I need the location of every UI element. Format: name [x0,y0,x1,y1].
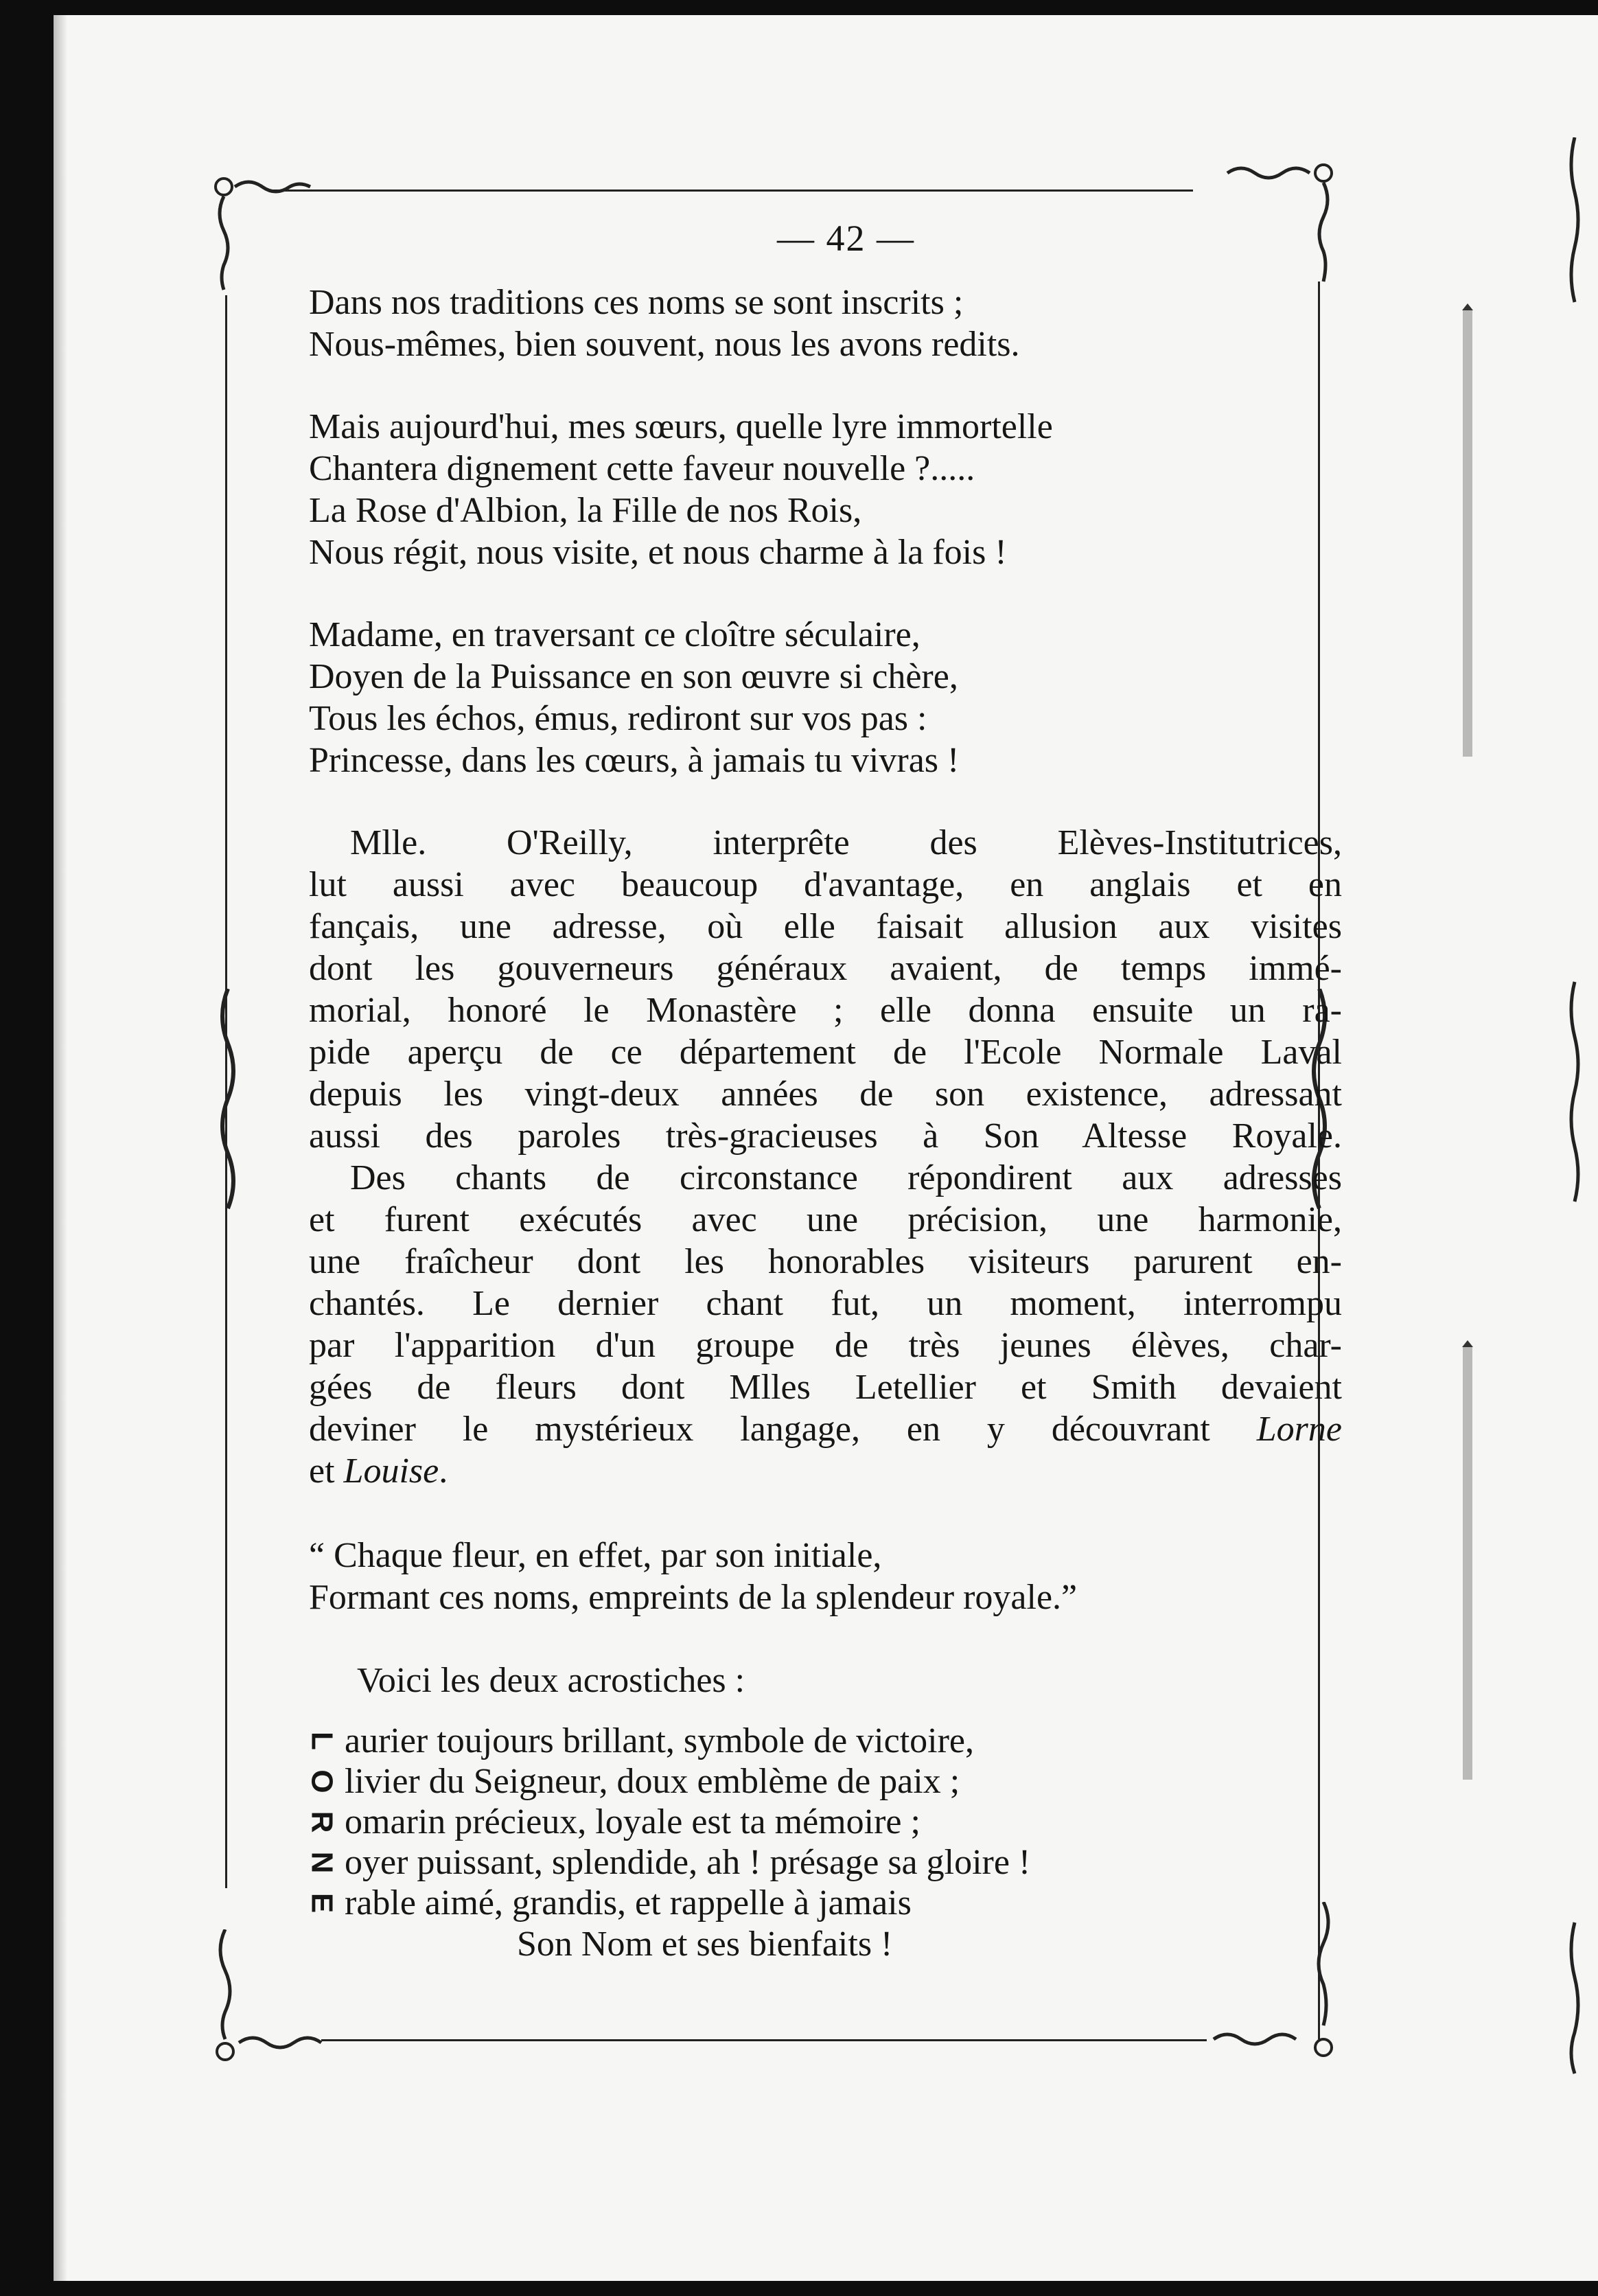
acrostic-letter: E [305,1892,339,1914]
acrostic-text: livier du Seigneur, doux emblème de paix ; [345,1762,960,1801]
quote-line: “ Chaque fleur, en effet, par son initiale, [309,1536,882,1575]
prose-line: pide aperçu de ce département de l'Ecole Normale Laval [309,1033,1342,1072]
acrostic-text: rable aimé, grandis, et rappelle à jamais [345,1883,912,1922]
prose-line: par l'apparition d'un groupe de très jeunes élèves, char- [309,1326,1342,1365]
acrostic-text: oyer puissant, splendide, ah ! présage sa gloire ! [345,1843,1031,1882]
acrostic-closing-line: Son Nom et ses bienfaits ! [517,1925,893,1964]
verse-line: Nous-mêmes, bien souvent, nous les avons redits. [309,325,1020,364]
prose-line: morial, honoré le Monastère ; elle donna ensuite un ra- [309,991,1342,1030]
prose-line: gées de fleurs dont Mlles Letellier et Smith devaient [309,1368,1342,1407]
next-page-border-ornament-icon [1565,137,1598,2197]
acrostic-text: aurier toujours brillant, symbole de victoire, [345,1721,974,1760]
border-bottom-rule [321,2039,1207,2041]
prose-text: deviner le mystérieux langage, en y découvrant [309,1410,1210,1449]
page-number: — 42 — [777,218,915,259]
show-through-mark-icon [1447,303,1488,770]
verse-line: La Rose d'Albion, la Fille de nos Rois, [309,491,862,530]
prose-line: aussi des paroles très-gracieuses à Son Altesse Royale. [309,1116,1342,1156]
verse-line: Nous régit, nous visite, et nous charme à la fois ! [309,533,1007,572]
prose-line: depuis les vingt-deux années de son existence, adressant [309,1075,1342,1114]
verse-line: Mais aujourd'hui, mes sœurs, quelle lyre immortelle [309,407,1053,446]
border-top-rule [273,190,1193,192]
prose-line: et furent exécutés avec une précision, une harmonie, [309,1200,1342,1239]
poem-stanza-3 [309,614,1342,781]
verse-line: Doyen de la Puissance en son œuvre si chère, [309,657,958,696]
acrostic-letter: O [305,1769,339,1793]
top-left-corner-ornament-icon [211,172,314,295]
verse-line: Dans nos traditions ces noms se sont inscrits ; [309,283,964,322]
acrostic-letter: L [305,1732,339,1750]
prose-line: chantés. Le dernier chant fut, un moment, interrompu [309,1284,1342,1323]
prose-text: et [309,1451,335,1491]
poem-stanza-2 [309,406,1342,573]
left-side-ornament-icon [214,989,242,1222]
page-text [305,218,1343,1965]
next-page-edge [1565,137,1598,2197]
acrostic-row [305,1721,1342,1761]
prose-line: Mlle. O'Reilly, interprête des Elèves-Institutrices, [350,823,1342,862]
name-louise: Louise [343,1451,439,1491]
prose-line: lut aussi avec beaucoup d'avantage, en anglais et en [309,865,1342,904]
prose-paragraph-1 [309,822,1342,1157]
verse-line: Princesse, dans les cœurs, à jamais tu vivras ! [309,741,960,780]
prose-paragraph-2 [309,1157,1342,1492]
prose-line: fançais, une adresse, où elle faisait allusion aux visites [309,907,1342,946]
acrostic-lorne [305,1721,1342,1965]
page-binding-shadow [54,15,67,2281]
acrostic-text: omarin précieux, loyale est ta mémoire ; [345,1802,920,1841]
acrostic-letter: R [305,1811,339,1833]
name-lorne: Lorne [1256,1410,1343,1449]
prose-line: Des chants de circonstance répondirent aux adresses [350,1158,1342,1197]
verse-line: Chantera dignement cette faveur nouvelle ?..... [309,449,975,488]
quotation [309,1535,1342,1618]
acrostic-letter: N [305,1851,339,1874]
prose-line [309,1408,1342,1450]
verse-line: Tous les échos, émus, rediront sur vos pas : [309,699,927,738]
prose-text: . [439,1451,448,1491]
prose-line: une fraîcheur dont les honorables visiteurs parurent en- [309,1242,1342,1281]
show-through-mark-icon [1447,1340,1488,1793]
acrostic-row [305,1842,1342,1883]
page-sheet [54,15,1598,2281]
prose-line [309,1450,1342,1492]
verse-line: Madame, en traversant ce cloître séculaire, [309,615,920,654]
prose-line: dont les gouverneurs généraux avaient, de temps immé- [309,949,1342,988]
acrostic-intro: Voici les deux acrostiches : [357,1661,745,1700]
acrostic-row [305,1802,1342,1842]
quote-line: Formant ces noms, empreints de la splendeur royale.” [309,1578,1078,1617]
poem-stanza-1 [309,282,1342,365]
acrostic-row [305,1883,1342,1923]
acrostic-row [305,1761,1342,1802]
